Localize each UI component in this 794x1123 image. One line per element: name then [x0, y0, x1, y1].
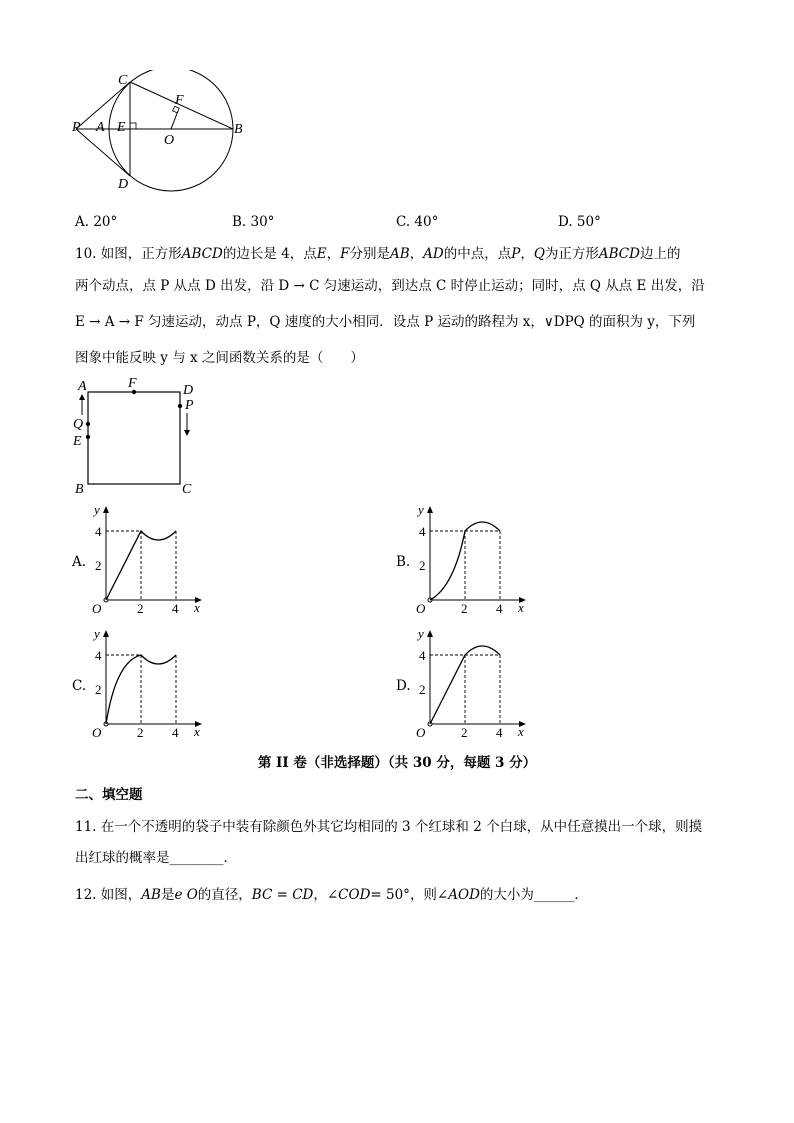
- label-y: y: [418, 626, 424, 641]
- y-axis-arrow-icon: [103, 630, 109, 637]
- sq-label-c: C: [182, 482, 192, 497]
- line-pd: [76, 129, 130, 176]
- line-of: [171, 111, 178, 129]
- tick-y4: 4: [95, 648, 102, 663]
- point-q: [86, 422, 90, 426]
- q10-line-1: 10. 如图，正方形ABCD的边长是 4，点E，F分别是AB，AD的中点，点P，Q为正方形ABCD边上的: [75, 246, 681, 262]
- sq-label-a: A: [78, 379, 87, 394]
- graph-option-b: [412, 502, 542, 617]
- label-a: A: [96, 120, 105, 135]
- graph-option-c: [88, 626, 218, 741]
- square-abcd: [88, 392, 180, 484]
- tick-y2: 2: [419, 558, 426, 573]
- arrow-down-icon: [184, 430, 190, 436]
- sq-label-e: E: [73, 434, 82, 449]
- label-x: x: [518, 724, 524, 739]
- q10-line-2: 两个动点，点 P 从点 D 出发，沿 D → C 匀速运动，到达点 C 时停止运动；同时，点 Q 从点 E 出发，沿: [75, 278, 705, 294]
- label-y: y: [94, 502, 100, 517]
- sq-label-p: P: [185, 398, 194, 413]
- q9-option-b: B. 30°: [232, 214, 275, 230]
- tick-y2: 2: [419, 682, 426, 697]
- label-p: P: [72, 120, 81, 135]
- label-o: O: [416, 601, 426, 616]
- square-figure: [70, 375, 210, 500]
- tick-x2: 2: [461, 601, 468, 616]
- y-axis-arrow-icon: [427, 630, 433, 637]
- graph-option-b-letter: B.: [396, 554, 411, 570]
- graph-option-d: [412, 626, 542, 741]
- graph-option-d-letter: D.: [396, 678, 411, 694]
- section-2-title: 第 II 卷（非选择题）（共 30 分，每题 3 分）: [257, 755, 537, 771]
- q10-line-3: E → A → F 匀速运动，动点 P，Q 速度的大小相同．设点 P 运动的路程为 x，∨DPQ 的面积为 y，下列: [75, 314, 696, 330]
- point-e: [86, 435, 90, 439]
- label-f: F: [175, 93, 184, 108]
- triangle-icon: ∨: [543, 314, 554, 330]
- tick-y4: 4: [419, 524, 426, 539]
- q9-option-a: A. 20°: [75, 214, 118, 230]
- point-p: [178, 404, 182, 408]
- label-x: x: [194, 724, 200, 739]
- q10-line-4: 图象中能反映 y 与 x 之间函数关系的是（ ）: [75, 350, 364, 366]
- label-e: E: [117, 120, 126, 135]
- tick-y4: 4: [95, 524, 102, 539]
- graph-option-a: [88, 502, 218, 617]
- label-x: x: [518, 600, 524, 615]
- y-axis-arrow-icon: [103, 506, 109, 513]
- y-axis-arrow-icon: [427, 506, 433, 513]
- sq-label-f: F: [128, 376, 137, 391]
- right-angle-e: [130, 123, 136, 129]
- sq-label-b: B: [75, 482, 84, 497]
- label-b: B: [234, 122, 243, 137]
- label-x: x: [194, 600, 200, 615]
- graph-option-a-letter: A.: [72, 554, 87, 570]
- arrow-up-icon: [79, 394, 85, 400]
- label-o: O: [92, 725, 102, 740]
- part-2-heading: 二、填空题: [75, 787, 143, 803]
- label-y: y: [418, 502, 424, 517]
- q9-option-c: C. 40°: [396, 214, 439, 230]
- q11-line-1: 11. 在一个不透明的袋子中装有除颜色外其它均相同的 3 个红球和 2 个白球，从中任意摸出一个球，则摸: [75, 819, 703, 835]
- tick-y2: 2: [95, 682, 102, 697]
- q9-circle-figure: [60, 70, 260, 200]
- sq-label-d: D: [183, 383, 194, 398]
- tick-x2: 2: [137, 601, 144, 616]
- tick-y2: 2: [95, 558, 102, 573]
- sq-label-q: Q: [73, 417, 84, 432]
- tick-x4: 4: [172, 725, 179, 740]
- q12-line-1: 12. 如图，AB是e O的直径，BC = CD，∠COD= 50°，则∠AOD的大小为______．: [75, 887, 588, 903]
- tick-x2: 2: [137, 725, 144, 740]
- label-o: O: [164, 133, 175, 148]
- graph-option-c-letter: C.: [72, 678, 87, 694]
- label-o: O: [92, 601, 102, 616]
- tick-x2: 2: [461, 725, 468, 740]
- tick-x4: 4: [172, 601, 179, 616]
- q11-line-2: 出红球的概率是________．: [75, 850, 237, 866]
- tick-x4: 4: [496, 725, 503, 740]
- tick-y4: 4: [419, 648, 426, 663]
- tick-x4: 4: [496, 601, 503, 616]
- label-o: O: [416, 725, 426, 740]
- label-y: y: [94, 626, 100, 641]
- label-c: C: [118, 73, 128, 88]
- label-d: D: [118, 177, 129, 192]
- q9-option-d: D. 50°: [558, 214, 601, 230]
- circle-o: [109, 70, 233, 191]
